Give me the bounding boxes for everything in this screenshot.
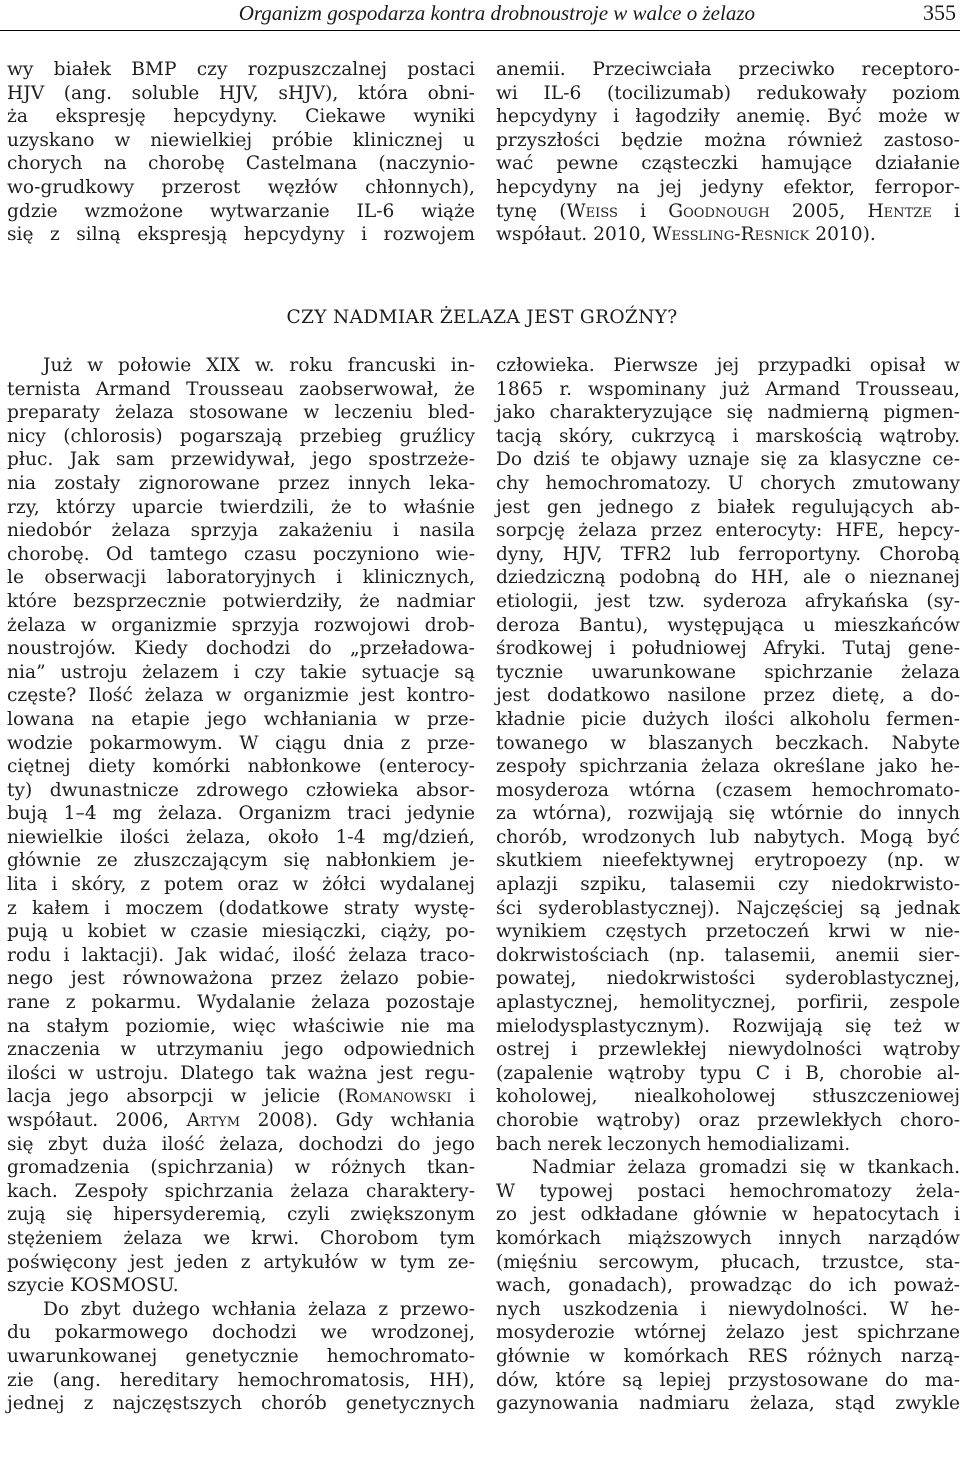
text-line: stężeniem żelaza we krwi. Chorobom tym (7, 1227, 475, 1249)
text-line: Do dziś te objawy uznaje się za klasyczne ce- (496, 449, 960, 471)
text-line: uzyskano w niewielkiej próbie klinicznej u (7, 129, 475, 151)
text-line: Już w połowie XIX w. roku francuski in- (43, 355, 475, 376)
text-line: kach. Zespoły spichrzania żelaza charaktery- (7, 1180, 475, 1202)
text-line: chorych na chorobę Castelmana (naczynio- (7, 153, 475, 175)
text-line: pują u kobiet w czasie miesiączki, ciąży, po- (7, 921, 475, 943)
text-line: Nadmiar żelaza gromadzi się w tkankach. (532, 1157, 960, 1179)
text-line: kładnie picie dużych ilości alkoholu fermen- (496, 708, 960, 730)
text-line: bują 1–4 mg żelaza. Organizm traci jedynie (7, 803, 475, 825)
text-line: (zapalenie wątroby typu C i B, chorobie al- (496, 1062, 960, 1084)
text-line: aplastycznej, hemolitycznej, porfirii, zespole (496, 992, 960, 1014)
text-line: koholowej, niealkoholowej stłuszczeniowej (496, 1086, 960, 1108)
text-line: uwarunkowanej genetycznie hemochromato- (7, 1345, 475, 1367)
text-line: dziedziczną podobną do HH, ale o nieznanej (496, 567, 960, 589)
text-line: nia” ustroju żelazem i czy takie sytuacje są (7, 661, 475, 683)
section-heading-text: CZY NADMIAR ŻELAZA JEST GROŹNY? (286, 307, 678, 328)
running-header (0, 0, 960, 31)
text-line: nia zostały zignorowane przez innych leka- (7, 472, 475, 494)
text-line: powatej, niedokrwistości syderoblastycznej, (496, 968, 960, 990)
text-line: tycznie uwarunkowane spichrzanie żelaza (496, 661, 960, 683)
text-line: rane z pokarmu. Wydalanie żelaza pozostaje (7, 992, 475, 1014)
column-bottom-right (496, 354, 960, 1416)
page-number: 355 (923, 0, 956, 25)
text-line: skutkiem nieefektywnej erytropoezy (np. w (496, 850, 960, 872)
text-line: zie (ang. hereditary hemochromatosis, HH), (7, 1369, 475, 1391)
text-line: na stałym poziomie, więc właściwie nie ma (7, 1015, 475, 1037)
text-line: środkowej i południowej Afryki. Tutaj gene- (496, 638, 960, 660)
text-line: deroza Bantu), występująca u mieszkańców (496, 614, 960, 636)
text-line: zo jest odkładane głównie w hepatocytach i (496, 1204, 960, 1226)
text-line: sorpcję żelaza przez enterocyty: HFE, hepcy- (496, 520, 960, 542)
text-line: ciętnej diety komórki nabłonkowe (enterocy- (7, 756, 475, 778)
text-line: ty) dwunastnicze zdrowego człowieka absor- (7, 779, 475, 801)
text-line: wach, gonadach), prowadząc do ich poważ- (496, 1275, 960, 1297)
text-line: anemii. Przeciwciała przeciwko receptoro- (496, 59, 960, 80)
text-line: ści syderoblastycznej). Najczęściej są jednak (496, 897, 960, 919)
text-line: wi IL-6 (tocilizumab) redukowały poziom (496, 82, 960, 104)
text-line: (mięśniu sercowym, płucach, trzustce, sta- (496, 1251, 960, 1273)
text-line: jest dodatkowo nasilone przez dietę, a do- (496, 685, 960, 707)
text-line: chorób, wrodzonych lub nabytych. Mogą być (496, 826, 960, 848)
text-line: gdzie wzmożone wytwarzanie IL-6 wiąże (7, 200, 475, 222)
section-heading (0, 306, 960, 330)
text-line: ostrej i przewlekłej niewydolności wątroby (496, 1039, 960, 1061)
column-top-right (496, 58, 960, 247)
text-line: z kałem i moczem (dodatkowe straty wystę- (7, 897, 475, 919)
text-line: 1865 r. wspominany już Armand Trousseau, (496, 378, 960, 400)
text-line: dyny, HJV, TFR2 lub ferroportyny. Chorobą (496, 543, 960, 565)
text-line: hepcydyny na jej jedyny efektor, ferropor- (496, 176, 960, 198)
text-line: poświęcony jest jeden z artykułów w tym ze- (7, 1251, 475, 1273)
text-line: które bezsprzecznie potwierdziły, że nadmiar (7, 590, 475, 612)
text-line: preparaty żelaza stosowane w leczeniu bled- (7, 402, 475, 424)
text-line: komórkach miąższowych innych narządów (496, 1227, 960, 1249)
text-line: nicy (chlorosis) pogarszają przebieg gruźlicy (7, 425, 475, 447)
text-line: człowieka. Pierwsze jej przypadki opisał w (496, 355, 960, 376)
text-line: lita i skóry, z potem oraz w żółci wydalanej (7, 874, 475, 896)
text-line: gromadzenia (spichrzania) w różnych tkan- (7, 1157, 475, 1179)
text-line: etiologii, jest tzw. syderoza afrykańska (sy- (496, 590, 960, 612)
text-line: się zbyt duża ilość żelaza, dochodzi do jego (7, 1133, 475, 1155)
text-line: du pokarmowego dochodzi we wrodzonej, (7, 1322, 475, 1344)
text-line: żelaza w organizmie sprzyja rozwojowi drob- (7, 614, 475, 636)
text-line: rodu i laktacji). Jak widać, ilość żelaza traco- (7, 944, 475, 966)
text-line: noustrojów. Kiedy dochodzi do „przeładowa- (7, 638, 475, 660)
text-line: le obserwacji laboratoryjnych i klinicznych, (7, 567, 475, 589)
text-line: wy białek BMP czy rozpuszczalnej postaci (7, 59, 475, 80)
text-line: znaczenia w utrzymaniu jego odpowiednich (7, 1039, 475, 1061)
text-line: dów, które są lepiej przystosowane do ma- (496, 1369, 960, 1391)
text-line: niedobór żelaza sprzyja zakażeniu i nasila (7, 520, 475, 542)
text-line: chorobę. Od tamtego czasu poczyniono wie- (7, 543, 475, 565)
text-line: za wtórna), rozwijają się wtórnie do innych (496, 803, 960, 825)
text-line: towanego w blaszanych beczkach. Nabyte (496, 732, 960, 754)
text-line: gazynowania nadmiaru żelaza, stąd zwykle (496, 1393, 960, 1415)
text-line: mielodysplastycznym). Rozwijają się też w (496, 1015, 960, 1037)
text-line: wo-grudkowy przerost węzłów chłonnych), (7, 176, 475, 198)
text-line: rzy, którzy uparcie twierdzili, że to właśnie (7, 496, 475, 518)
text-line: jako charakteryzujące się nadmierną pigmen- (496, 402, 960, 424)
text-line: dokrwistościach (np. talasemii, anemii sier- (496, 944, 960, 966)
text-line: mosyderozie wtórnej żelazo jest spichrzane (496, 1322, 960, 1344)
running-title: Organizm gospodarza kontra drobnoustroje w walce o żelazo (238, 1, 755, 25)
text-line: wodzie pokarmowym. W ciągu dnia z prze- (7, 732, 475, 754)
text-line: tynę (Weiss i Goodnough 2005, Hentze i (496, 200, 960, 222)
text-line: płuc. Jak sam przewidywał, jego spostrzeże- (7, 449, 475, 471)
text-line: lowana na etapie jego wchłaniania w prze- (7, 708, 475, 730)
column-top-left (7, 58, 475, 247)
text-line: chorobie wątroby) oraz przewlekłych choro- (496, 1110, 960, 1131)
text-line: HJV (ang. soluble HJV, sHJV), która obni- (7, 82, 475, 104)
text-line: mosyderoza wtórna (czasem hemochromato- (496, 779, 960, 801)
text-line: wynikiem częstych przetoczeń krwi w nie- (496, 921, 960, 943)
text-line: współaut. 2006, Artym 2008). Gdy wchłania (7, 1110, 475, 1131)
text-line: się z silną ekspresją hepcydyny i rozwojem (7, 224, 475, 246)
column-bottom-left (7, 354, 475, 1416)
text-line: nego jest równoważona przez żelazo pobie- (7, 968, 475, 990)
text-line: tacją skóry, cukrzycą i marskością wątroby. (496, 425, 960, 447)
text-line: jednej z najczęstszych chorób genetycznych (7, 1393, 475, 1415)
text-line: W typowej postaci hemochromatozy żela- (496, 1180, 960, 1202)
text-line: lacja jego absorpcji w jelicie (Romanowski i (7, 1086, 475, 1108)
text-line: jest gen jednego z białek regulujących ab- (496, 496, 960, 518)
text-line: bach nerek leczonych hemodializami. (496, 1133, 851, 1155)
text-line: współaut. 2010, Wessling-Resnick 2010). (496, 224, 876, 246)
text-line: Do zbyt dużego wchłania żelaza z przewo- (43, 1298, 475, 1320)
text-line: głównie ze złuszczającym się nabłonkiem je- (7, 850, 475, 872)
text-line: zespoły spichrzania żelaza określane jako he- (496, 756, 960, 778)
text-line: hepcydyny i łagodziły anemię. Być może w (496, 106, 960, 128)
text-line: ża ekspresję hepcydyny. Ciekawe wyniki (7, 106, 475, 128)
text-line: głównie w komórkach RES różnych narzą- (496, 1345, 960, 1367)
text-line: ilości w ustroju. Dlatego tak ważna jest regu- (7, 1062, 475, 1084)
text-line: szycie KOSMOSU. (7, 1275, 179, 1297)
text-line: częste? Ilość żelaza w organizmie jest kontro- (7, 685, 475, 707)
text-line: nych uszkodzenia i niewydolności. W he- (496, 1298, 960, 1320)
text-line: wać pewne cząsteczki hamujące działanie (496, 153, 960, 175)
text-line: zują się hipersyderemią, czyli zwiększonym (7, 1204, 475, 1226)
text-line: niewielkie ilości żelaza, około 1-4 mg/dzień, (7, 826, 475, 848)
text-line: aplazji szpiku, talasemii czy niedokrwisto- (496, 874, 960, 896)
text-line: ternista Armand Trousseau zaobserwował, że (7, 378, 475, 400)
text-line: chy hemochromatozy. U chorych zmutowany (496, 472, 960, 494)
text-line: przyszłości będzie można również zastoso- (496, 129, 960, 151)
